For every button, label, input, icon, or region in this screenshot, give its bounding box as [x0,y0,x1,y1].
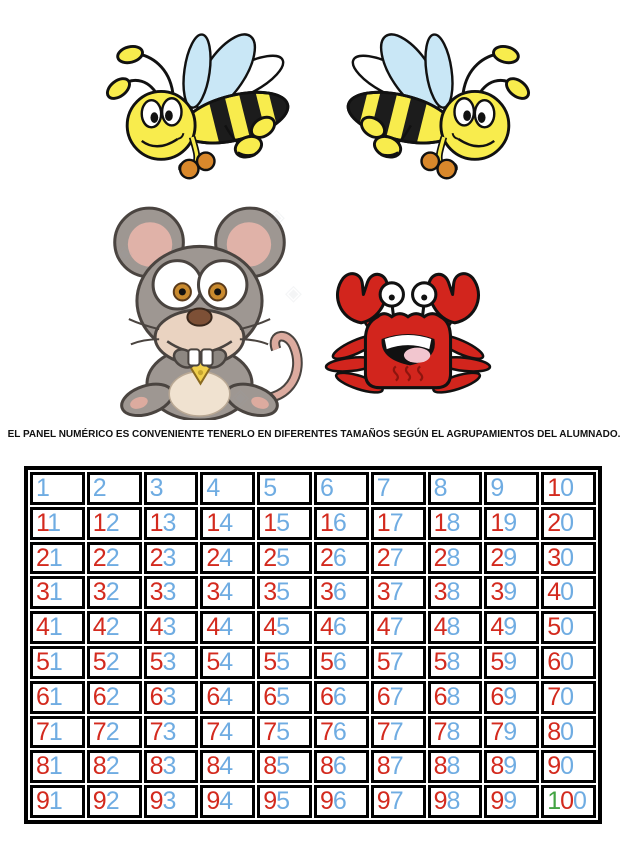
number-cell-77: 77 [371,716,426,749]
crab-icon [320,260,496,412]
number-cell-9: 9 [484,472,539,505]
number-cell-7: 7 [371,472,426,505]
number-cell-58: 58 [428,646,483,679]
number-cell-43: 43 [144,611,199,644]
number-cell-96: 96 [314,785,369,818]
number-cell-60: 60 [541,646,596,679]
number-cell-19: 19 [484,507,539,540]
number-cell-24: 24 [200,542,255,575]
bee-left-illustration [101,26,295,186]
number-cell-82: 82 [87,750,142,783]
number-cell-29: 29 [484,542,539,575]
number-cell-4: 4 [200,472,255,505]
number-cell-32: 32 [87,576,142,609]
number-cell-49: 49 [484,611,539,644]
number-cell-53: 53 [144,646,199,679]
number-cell-100: 100 [541,785,596,818]
number-cell-78: 78 [428,716,483,749]
number-cell-74: 74 [200,716,255,749]
number-cell-36: 36 [314,576,369,609]
number-cell-44: 44 [200,611,255,644]
number-cell-46: 46 [314,611,369,644]
number-cell-31: 31 [30,576,85,609]
number-cell-25: 25 [257,542,312,575]
number-cell-67: 67 [371,681,426,714]
number-cell-34: 34 [200,576,255,609]
number-cell-90: 90 [541,750,596,783]
number-cell-63: 63 [144,681,199,714]
number-cell-52: 52 [87,646,142,679]
bee-icon [101,26,295,186]
number-cell-30: 30 [541,542,596,575]
number-cell-97: 97 [371,785,426,818]
crab-illustration [320,260,496,412]
number-cell-85: 85 [257,750,312,783]
number-cell-62: 62 [87,681,142,714]
number-cell-66: 66 [314,681,369,714]
number-cell-41: 41 [30,611,85,644]
number-cell-12: 12 [87,507,142,540]
number-cell-72: 72 [87,716,142,749]
number-cell-59: 59 [484,646,539,679]
number-cell-84: 84 [200,750,255,783]
number-cell-57: 57 [371,646,426,679]
number-cell-68: 68 [428,681,483,714]
number-cell-42: 42 [87,611,142,644]
number-cell-51: 51 [30,646,85,679]
number-cell-10: 10 [541,472,596,505]
number-cell-22: 22 [87,542,142,575]
number-cell-21: 21 [30,542,85,575]
number-cell-75: 75 [257,716,312,749]
mouse-icon [96,196,304,420]
number-cell-76: 76 [314,716,369,749]
number-cell-11: 11 [30,507,85,540]
number-cell-56: 56 [314,646,369,679]
number-cell-3: 3 [144,472,199,505]
number-cell-2: 2 [87,472,142,505]
number-cell-6: 6 [314,472,369,505]
number-panel-grid [30,472,596,818]
number-cell-39: 39 [484,576,539,609]
number-cell-91: 91 [30,785,85,818]
number-cell-17: 17 [371,507,426,540]
number-cell-28: 28 [428,542,483,575]
number-cell-93: 93 [144,785,199,818]
number-cell-27: 27 [371,542,426,575]
number-cell-54: 54 [200,646,255,679]
number-cell-40: 40 [541,576,596,609]
number-cell-83: 83 [144,750,199,783]
number-cell-1: 1 [30,472,85,505]
number-cell-99: 99 [484,785,539,818]
number-cell-94: 94 [200,785,255,818]
number-panel [24,466,602,824]
number-cell-98: 98 [428,785,483,818]
number-cell-5: 5 [257,472,312,505]
number-cell-89: 89 [484,750,539,783]
number-cell-48: 48 [428,611,483,644]
number-cell-20: 20 [541,507,596,540]
number-cell-15: 15 [257,507,312,540]
number-cell-18: 18 [428,507,483,540]
number-cell-45: 45 [257,611,312,644]
number-cell-88: 88 [428,750,483,783]
number-cell-69: 69 [484,681,539,714]
watermark-icon: ◈ [268,204,285,229]
number-cell-8: 8 [428,472,483,505]
number-cell-14: 14 [200,507,255,540]
number-cell-47: 47 [371,611,426,644]
number-cell-80: 80 [541,716,596,749]
number-cell-81: 81 [30,750,85,783]
number-cell-37: 37 [371,576,426,609]
number-cell-79: 79 [484,716,539,749]
number-cell-13: 13 [144,507,199,540]
number-cell-26: 26 [314,542,369,575]
number-cell-61: 61 [30,681,85,714]
number-cell-35: 35 [257,576,312,609]
number-cell-33: 33 [144,576,199,609]
number-cell-65: 65 [257,681,312,714]
mouse-illustration [96,196,304,420]
number-cell-87: 87 [371,750,426,783]
number-cell-55: 55 [257,646,312,679]
caption-text: EL PANEL NUMÉRICO ES CONVENIENTE TENERLO EN DIFERENTES TAMAÑOS SEGÚN EL AGRUPAMIENTOS DEL ALUMNADO. [7,429,621,440]
number-cell-38: 38 [428,576,483,609]
number-cell-50: 50 [541,611,596,644]
number-cell-23: 23 [144,542,199,575]
watermark-icon: ◈ [285,280,302,305]
number-cell-86: 86 [314,750,369,783]
number-cell-64: 64 [200,681,255,714]
bee-icon [341,26,535,186]
number-cell-95: 95 [257,785,312,818]
number-cell-73: 73 [144,716,199,749]
number-cell-92: 92 [87,785,142,818]
number-cell-71: 71 [30,716,85,749]
bee-right-illustration [341,26,535,186]
number-cell-70: 70 [541,681,596,714]
number-cell-16: 16 [314,507,369,540]
